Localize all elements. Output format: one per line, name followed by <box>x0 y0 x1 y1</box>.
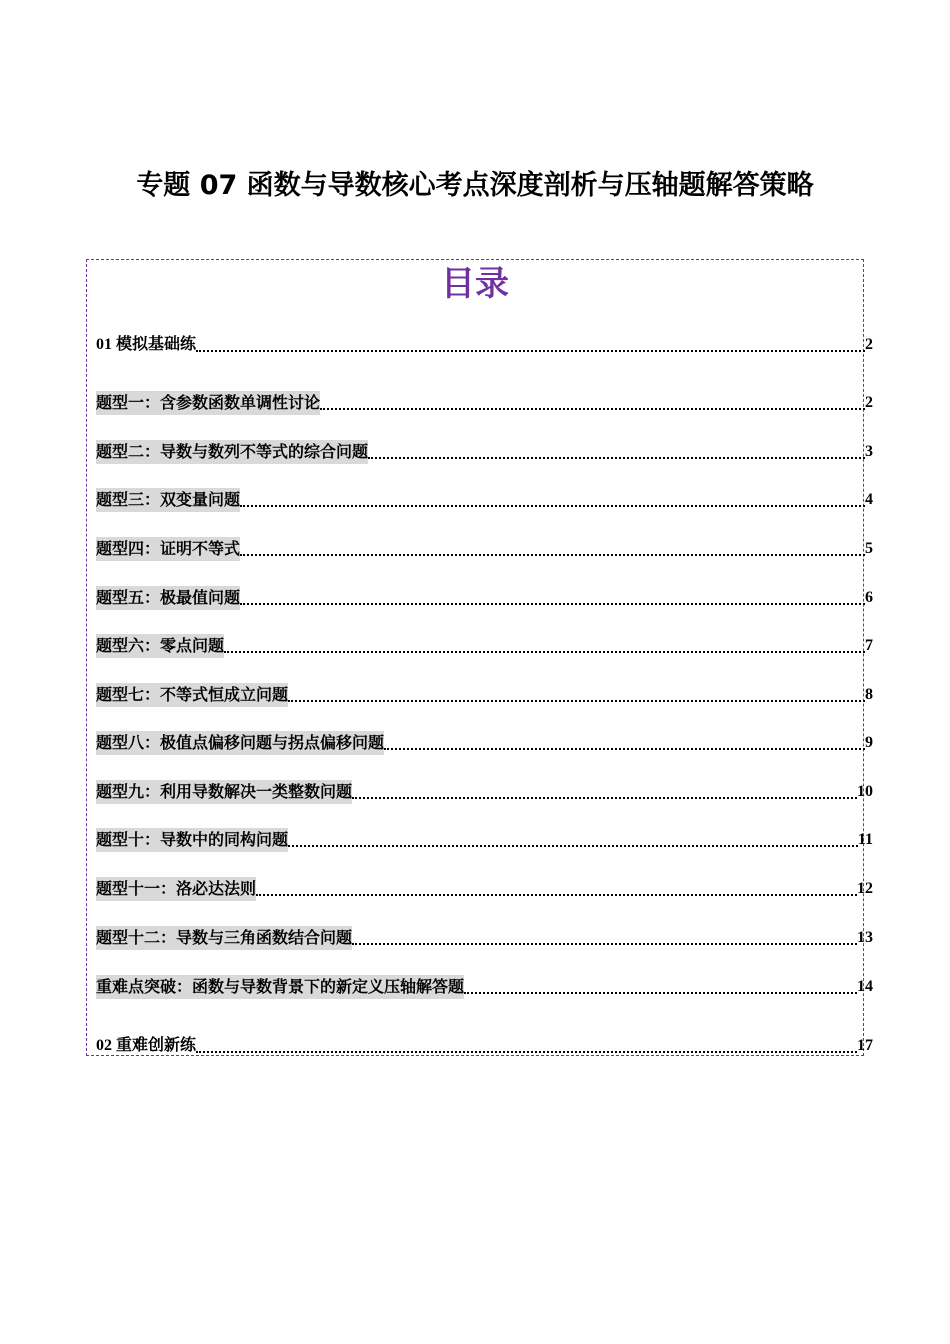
toc-dot-leader <box>196 1051 857 1053</box>
toc-entry-page: 11 <box>857 831 873 848</box>
toc-dot-leader <box>240 603 865 605</box>
toc-entry-page: 12 <box>857 880 873 897</box>
toc-entry-page: 5 <box>865 540 873 557</box>
toc-dot-leader <box>196 350 865 352</box>
toc-dot-leader <box>384 748 865 750</box>
toc-dot-leader <box>224 651 865 653</box>
toc-entry-page: 6 <box>865 589 873 606</box>
toc-entry-label: 题型十：导数中的同构问题 <box>96 828 288 852</box>
toc-dot-leader <box>256 894 857 896</box>
toc-entry-label: 01 模拟基础练 <box>96 336 197 353</box>
toc-entry-type-12[interactable] <box>96 926 873 950</box>
toc-entry-section-02[interactable] <box>96 1034 873 1058</box>
toc-entry-page: 17 <box>857 1037 873 1054</box>
toc-entry-label: 题型八：极值点偏移问题与拐点偏移问题 <box>96 731 384 755</box>
document-title: 专题 07 函数与导数核心考点深度剖析与压轴题解答策略 <box>136 170 814 201</box>
toc-entry-page: 10 <box>857 783 873 800</box>
toc-dot-leader <box>368 457 865 459</box>
toc-entry-type-7[interactable] <box>96 683 873 707</box>
toc-dot-leader <box>352 943 857 945</box>
toc-entry-page: 9 <box>865 734 873 751</box>
toc-entry-label: 题型六：零点问题 <box>96 634 224 658</box>
toc-dot-leader <box>352 797 857 799</box>
toc-entry-type-10[interactable] <box>96 828 873 852</box>
toc-entry-page: 4 <box>865 491 873 508</box>
toc-entry-type-3[interactable] <box>96 488 873 512</box>
toc-entry-label: 题型七：不等式恒成立问题 <box>96 683 288 707</box>
toc-entry-page: 2 <box>865 336 873 353</box>
toc-entry-type-9[interactable] <box>96 780 873 804</box>
toc-entry-page: 7 <box>865 637 873 654</box>
toc-entry-label: 题型三：双变量问题 <box>96 488 240 512</box>
toc-entry-type-8[interactable] <box>96 731 873 755</box>
toc-entry-page: 3 <box>865 443 873 460</box>
toc-entry-label: 题型五：极最值问题 <box>96 586 240 610</box>
toc-entry-breakthrough[interactable] <box>96 975 873 999</box>
toc-entry-type-2[interactable] <box>96 440 873 464</box>
toc-entry-label: 题型一：含参数函数单调性讨论 <box>96 391 320 415</box>
toc-entry-label: 题型四：证明不等式 <box>96 537 240 561</box>
toc-entry-page: 13 <box>857 929 873 946</box>
toc-heading: 目录 <box>441 264 509 304</box>
toc-dot-leader <box>288 700 865 702</box>
toc-dot-leader <box>320 408 865 410</box>
toc-entry-type-5[interactable] <box>96 586 873 610</box>
toc-entry-label: 题型十二：导数与三角函数结合问题 <box>96 926 352 950</box>
toc-dot-leader <box>464 992 857 994</box>
toc-dot-leader <box>240 505 865 507</box>
toc-entry-page: 2 <box>865 394 873 411</box>
toc-entry-type-1[interactable] <box>96 391 873 415</box>
toc-entry-label: 题型十一：洛必达法则 <box>96 877 256 901</box>
toc-dot-leader <box>288 845 858 847</box>
toc-entry-type-4[interactable] <box>96 537 873 561</box>
toc-dot-leader <box>240 554 865 556</box>
toc-entry-page: 8 <box>865 686 873 703</box>
toc-entry-type-6[interactable] <box>96 634 873 658</box>
toc-entry-page: 14 <box>857 978 873 995</box>
toc-entry-type-11[interactable] <box>96 877 873 901</box>
toc-entry-label: 题型二：导数与数列不等式的综合问题 <box>96 440 368 464</box>
toc-entry-label: 重难点突破：函数与导数背景下的新定义压轴解答题 <box>96 975 464 999</box>
toc-entry-label: 题型九：利用导数解决一类整数问题 <box>96 780 352 804</box>
toc-entry-label: 02 重难创新练 <box>96 1037 197 1054</box>
toc-entry-section-01[interactable] <box>96 333 873 357</box>
